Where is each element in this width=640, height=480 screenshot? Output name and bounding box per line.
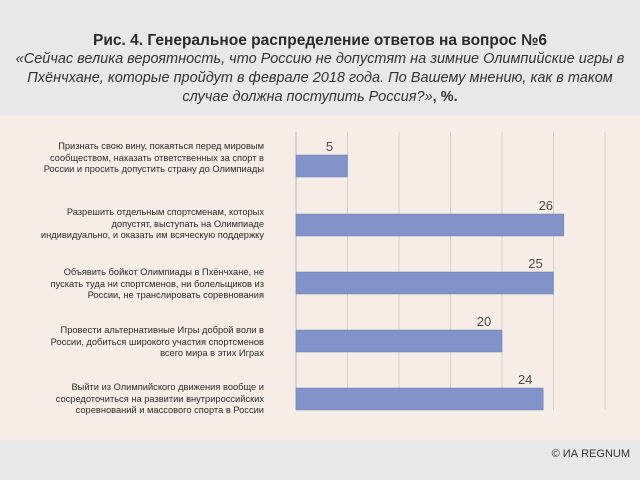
copyright-text: © ИА REGNUM: [551, 448, 630, 460]
category-label-3: Объявить бойкот Олимпиады в Пхёнчхане, не пускать туда ни спортсменов, ни болельщиков из России, не транслировать соревнования: [50, 267, 264, 300]
value-label-3: 25: [528, 256, 543, 271]
value-label-4: 20: [476, 314, 492, 329]
bar-3: [296, 272, 554, 294]
value-label-2: 26: [538, 198, 554, 213]
category-label-4: Провести альтернативные Игры доброй воли в России, добиться широкого участия спортсменов всего мира в этих Играх: [50, 325, 264, 358]
footer-band: [0, 440, 640, 480]
category-label-5: Выйти из Олимпийского движения вообще и сосредоточиться на развитии внутрироссийских соревнований и массового спорта в России: [55, 382, 264, 415]
chart-title: Рис. 4. Генеральное распределение ответов на вопрос №6: [93, 32, 547, 49]
bar-5: [296, 388, 543, 410]
bar-4: [296, 330, 502, 352]
category-label-2: Разрешить отдельным спортсменам, которых допустят, выступать на Олимпиаде индивидуально, и оказать им всяческую поддержку: [40, 207, 264, 240]
value-label-5: 24: [517, 372, 533, 387]
category-label-1: Признать свою вину, покаяться перед мировым сообществом, наказать ответственных за спорт в России и просить допустить страну до Олимпиады: [43, 141, 264, 174]
bar-1: [296, 155, 348, 177]
bar-2: [296, 214, 564, 236]
value-label-1: 5: [325, 139, 334, 154]
subtitle-question: «Сейчас велика вероятность, что Россию не допустят на зимние Олимпийские игры в Пхёнчхане, которые пройдут в феврале 2018 года. По Вашему мнению, как в таком случае должна поступить Россия?»: [15, 51, 625, 105]
subtitle-unit: , %.: [432, 89, 458, 105]
